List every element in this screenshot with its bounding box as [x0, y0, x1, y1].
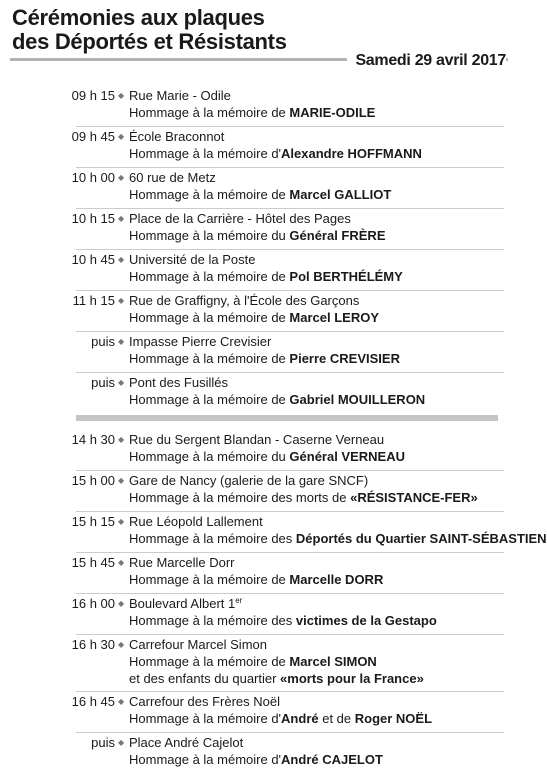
event-place [129, 473, 368, 489]
tribute-line [129, 392, 425, 408]
honoree-name: Marcel LEROY [289, 310, 379, 325]
diamond-bullet-icon: ◆ [118, 640, 125, 649]
schedule-item [0, 375, 518, 411]
tribute-text: Hommage à la mémoire des morts de [129, 490, 351, 505]
tribute-text: Hommage à la mémoire d' [129, 146, 282, 161]
event-time: puis [91, 334, 115, 349]
item-separator [76, 691, 504, 692]
event-place [129, 293, 359, 309]
place-name: Pont des Fusillés [129, 375, 228, 390]
item-separator [76, 732, 504, 733]
event-place [129, 637, 267, 653]
honoree-name: André CAJELOT [281, 752, 383, 767]
diamond-bullet-icon: ◆ [118, 173, 125, 182]
item-separator [76, 593, 504, 594]
diamond-bullet-icon: ◆ [118, 697, 125, 706]
diamond-bullet-icon: ◆ [118, 738, 125, 747]
schedule-item [0, 211, 518, 247]
place-name: Carrefour des Frères Noël [129, 694, 280, 709]
event-place [129, 129, 224, 145]
diamond-bullet-icon: ◆ [118, 296, 125, 305]
diamond-bullet-icon: ◆ [118, 132, 125, 141]
honoree-name-2: Roger NOËL [354, 711, 433, 726]
diamond-bullet-icon: ◆ [118, 476, 125, 485]
tribute-line [129, 752, 383, 768]
diamond-bullet-icon: ◆ [118, 255, 125, 264]
honoree-name: Gabriel MOUILLERON [289, 392, 426, 407]
tribute-line [129, 711, 432, 727]
event-time: 15 h 15 [71, 514, 115, 529]
event-time: 11 h 15 [72, 293, 115, 308]
schedule-item [0, 88, 518, 124]
place-name: Rue du Sergent Blandan - Caserne Verneau [129, 432, 385, 447]
tribute-line [129, 146, 422, 162]
event-place [129, 88, 231, 104]
place-name: Rue Marie - Odile [129, 88, 231, 103]
place-name: Impasse Pierre Crevisier [129, 334, 272, 349]
event-time: 09 h 15 [71, 88, 115, 103]
tribute-text: Hommage à la mémoire du [129, 449, 290, 464]
honoree-name: «RÉSISTANCE-FER» [350, 490, 478, 505]
diamond-bullet-icon: ◆ [118, 378, 125, 387]
schedule-item [0, 293, 518, 329]
schedule-item [0, 637, 518, 689]
tribute-extra-line [129, 671, 424, 687]
event-time: 16 h 45 [71, 694, 115, 709]
page-title [12, 6, 512, 54]
item-separator [76, 167, 504, 168]
schedule-item [0, 473, 518, 509]
event-time: puis [91, 375, 115, 390]
event-place [129, 432, 384, 448]
tribute-text: Hommage à la mémoire de [129, 269, 290, 284]
tribute-line [129, 310, 379, 326]
honoree-name: victimes de la Gestapo [295, 613, 437, 628]
event-time: puis [91, 735, 115, 750]
tribute-text: Hommage à la mémoire des [129, 531, 296, 546]
event-place [129, 375, 228, 391]
place-name: Place André Cajelot [129, 735, 244, 750]
event-time: 15 h 00 [71, 473, 115, 488]
tribute-text: Hommage à la mémoire des [129, 613, 296, 628]
tribute-text: Hommage à la mémoire de [129, 572, 290, 587]
schedule-item [0, 334, 518, 370]
tribute-line [129, 531, 547, 547]
honoree-name: Général VERNEAU [289, 449, 405, 464]
tribute-text: Hommage à la mémoire du [129, 228, 290, 243]
event-time: 16 h 00 [71, 596, 115, 611]
honoree-name: Pierre CREVISIER [289, 351, 400, 366]
event-time: 09 h 45 [71, 129, 115, 144]
afternoon-schedule [0, 432, 547, 776]
place-name: Gare de Nancy (galerie de la gare SNCF) [129, 473, 369, 488]
tribute-text: Hommage à la mémoire de [129, 105, 290, 120]
event-time: 16 h 30 [71, 637, 115, 652]
tribute-line [129, 228, 386, 244]
tribute-text: Hommage à la mémoire de [129, 310, 290, 325]
event-place [129, 735, 243, 751]
place-superscript: er [235, 596, 243, 605]
item-separator [76, 208, 504, 209]
place-name: Carrefour Marcel Simon [129, 637, 267, 652]
honoree-name: Alexandre HOFFMANN [281, 146, 422, 161]
event-time: 15 h 45 [71, 555, 115, 570]
tribute-line [129, 654, 377, 670]
event-place [129, 694, 280, 710]
tribute-line [129, 351, 400, 367]
schedule-item [0, 170, 518, 206]
place-name: Rue de Graffigny, à l'École des Garçons [129, 293, 360, 308]
item-separator [76, 470, 504, 471]
tribute-connector: et de [318, 711, 355, 726]
place-name: Boulevard Albert 1 [129, 596, 236, 611]
event-time: 10 h 45 [71, 252, 115, 267]
place-name: Rue Marcelle Dorr [129, 555, 235, 570]
item-separator [76, 126, 504, 127]
place-name: Université de la Poste [129, 252, 256, 267]
tribute-text: Hommage à la mémoire de [129, 351, 290, 366]
morning-schedule [0, 88, 518, 416]
place-name: 60 rue de Metz [129, 170, 216, 185]
section-divider [76, 415, 498, 421]
item-separator [76, 552, 504, 553]
title-line-2: des Déportés et Résistants [12, 29, 287, 54]
honoree-name: Marcel GALLIOT [289, 187, 392, 202]
item-separator [76, 331, 504, 332]
tribute-line [129, 269, 403, 285]
item-separator [76, 372, 504, 373]
tribute-line [129, 449, 405, 465]
diamond-bullet-icon: ◆ [118, 558, 125, 567]
diamond-bullet-icon: ◆ [118, 214, 125, 223]
schedule-item [0, 129, 518, 165]
honoree-name: MARIE-ODILE [289, 105, 376, 120]
schedule-item [0, 252, 518, 288]
item-separator [76, 249, 504, 250]
honoree-name: Marcelle DORR [289, 572, 384, 587]
honoree-name: Déportés du Quartier SAINT-SÉBASTIEN [295, 531, 547, 546]
schedule-item [0, 596, 518, 632]
schedule-item [0, 514, 547, 550]
tribute-text: Hommage à la mémoire de [129, 654, 290, 669]
event-date: Samedi 29 avril 2017 [347, 51, 506, 71]
tribute-line [129, 490, 478, 506]
event-place [129, 211, 351, 227]
place-name: Place de la Carrière - Hôtel des Pages [129, 211, 351, 226]
tribute-line [129, 105, 375, 121]
tribute-extra-text: et des enfants du quartier [129, 671, 281, 686]
event-place [129, 170, 216, 186]
honoree-name: Pol BERTHÉLÉMY [289, 269, 403, 284]
schedule-item [0, 555, 518, 591]
item-separator [76, 634, 504, 635]
event-place [129, 555, 234, 571]
honoree-name: Général FRÈRE [289, 228, 386, 243]
tribute-text: Hommage à la mémoire d' [129, 752, 282, 767]
item-separator [76, 290, 504, 291]
item-separator [76, 511, 504, 512]
event-place [129, 596, 242, 612]
event-time: 14 h 30 [71, 432, 115, 447]
honoree-name: André [281, 711, 319, 726]
diamond-bullet-icon: ◆ [118, 435, 125, 444]
diamond-bullet-icon: ◆ [118, 517, 125, 526]
tribute-line [129, 572, 383, 588]
schedule-item [0, 735, 518, 771]
honoree-name: Marcel SIMON [289, 654, 377, 669]
event-time: 10 h 00 [71, 170, 115, 185]
tribute-text: Hommage à la mémoire de [129, 392, 290, 407]
diamond-bullet-icon: ◆ [118, 91, 125, 100]
tribute-text: Hommage à la mémoire d' [129, 711, 282, 726]
diamond-bullet-icon: ◆ [118, 337, 125, 346]
event-place [129, 514, 263, 530]
event-time: 10 h 15 [71, 211, 115, 226]
event-place [129, 334, 271, 350]
event-place [129, 252, 255, 268]
tribute-text: Hommage à la mémoire de [129, 187, 290, 202]
schedule-item [0, 432, 518, 468]
tribute-line [129, 187, 391, 203]
tribute-line [129, 613, 437, 629]
place-name: Rue Léopold Lallement [129, 514, 263, 529]
place-name: École Braconnot [129, 129, 225, 144]
diamond-bullet-icon: ◆ [118, 599, 125, 608]
tribute-extra-bold: «morts pour la France» [280, 671, 424, 686]
title-line-1: Cérémonies aux plaques [12, 5, 265, 30]
schedule-item [0, 694, 518, 730]
